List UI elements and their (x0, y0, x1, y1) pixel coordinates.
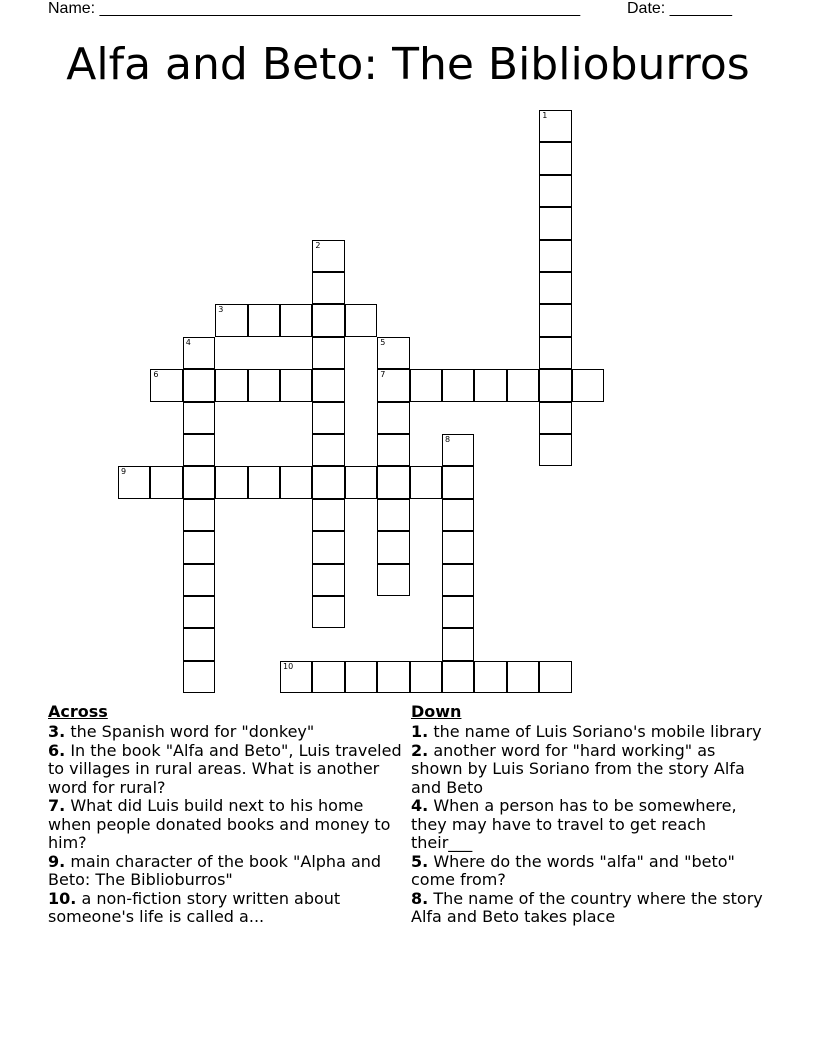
clue-text: In the book "Alfa and Beto", Luis traveled to villages in rural areas. What is another word for rural? (48, 740, 402, 797)
clue-text: the name of Luis Soriano's mobile library (433, 722, 762, 741)
clue-text: the Spanish word for "donkey" (70, 722, 315, 741)
clue-number-label: 2. (411, 740, 429, 760)
grid-cell[interactable] (539, 272, 571, 304)
name-field[interactable]: Name: ______________________________________________________ (48, 0, 581, 17)
clue-number-label: 9. (48, 851, 66, 871)
grid-cell[interactable] (312, 240, 344, 272)
grid-cell[interactable] (312, 402, 344, 434)
grid-cell[interactable] (539, 240, 571, 272)
grid-cell[interactable] (539, 661, 571, 693)
clue-text: When a person has to be somewhere, they may have to travel to get reach their___ (411, 796, 737, 852)
grid-cell[interactable] (442, 499, 474, 531)
grid-cell[interactable] (183, 369, 215, 401)
grid-cell[interactable] (183, 531, 215, 563)
grid-cell[interactable] (312, 434, 344, 466)
across-clue (48, 797, 403, 853)
grid-cell[interactable] (442, 466, 474, 498)
clue-text: main character of the book "Alpha and Beto: The Biblioburros" (48, 851, 382, 889)
grid-cell[interactable] (410, 661, 442, 693)
grid-cell[interactable] (410, 466, 442, 498)
down-clue-list (411, 723, 766, 927)
across-clue (48, 853, 403, 890)
grid-cell[interactable] (150, 466, 182, 498)
clue-number: 6 (153, 370, 159, 380)
clue-number: 5 (380, 337, 386, 347)
clue-number: 3 (218, 305, 224, 315)
grid-cell[interactable] (507, 369, 539, 401)
across-clue (48, 890, 403, 927)
across-heading: Across (48, 702, 108, 721)
grid-cell[interactable] (248, 466, 280, 498)
grid-cell[interactable] (312, 369, 344, 401)
grid-cell[interactable] (377, 531, 409, 563)
grid-cell[interactable] (539, 207, 571, 239)
grid-cell[interactable] (312, 304, 344, 336)
down-clue (411, 797, 766, 853)
grid-cell[interactable] (377, 564, 409, 596)
grid-cell[interactable] (183, 402, 215, 434)
grid-cell[interactable] (345, 661, 377, 693)
grid-cell[interactable] (183, 661, 215, 693)
date-field[interactable]: Date: _______ (627, 0, 732, 17)
grid-cell[interactable] (539, 110, 571, 142)
grid-cell[interactable] (572, 369, 604, 401)
grid-cell[interactable] (345, 466, 377, 498)
across-clue (48, 742, 403, 798)
clue-number: 10 (283, 661, 294, 671)
grid-cell[interactable] (442, 596, 474, 628)
grid-cell[interactable] (442, 661, 474, 693)
grid-cell[interactable] (312, 661, 344, 693)
clue-number-label: 8. (411, 888, 429, 908)
clue-number: 2 (315, 240, 321, 250)
grid-cell[interactable] (183, 564, 215, 596)
across-clue-list (48, 723, 403, 927)
clue-text: a non-fiction story written about someone's life is called a... (48, 888, 341, 926)
grid-cell[interactable] (442, 628, 474, 660)
clue-text: What did Luis build next to his home when people donated books and money to him? (48, 796, 391, 852)
grid-cell[interactable] (215, 466, 247, 498)
grid-cell[interactable] (183, 434, 215, 466)
grid-cell[interactable] (539, 434, 571, 466)
down-clues (411, 702, 766, 927)
clue-number-label: 5. (411, 851, 429, 871)
grid-cell[interactable] (183, 466, 215, 498)
grid-cell[interactable] (280, 304, 312, 336)
grid-cell[interactable] (377, 499, 409, 531)
clue-number: 1 (542, 111, 548, 120)
page-title: Alfa and Beto: The Biblioburros (66, 39, 750, 90)
down-heading: Down (411, 702, 462, 721)
grid-cell[interactable] (377, 402, 409, 434)
grid-cell[interactable] (507, 661, 539, 693)
grid-cell[interactable] (377, 369, 409, 401)
grid-cell[interactable] (442, 434, 474, 466)
grid-cell[interactable] (118, 466, 150, 498)
grid-cell[interactable] (312, 531, 344, 563)
clue-number-label: 6. (48, 740, 66, 760)
grid-cell[interactable] (183, 499, 215, 531)
clue-number-label: 10. (48, 888, 77, 908)
grid-cell[interactable] (377, 661, 409, 693)
clue-number-label: 1. (411, 722, 429, 741)
grid-cell[interactable] (442, 564, 474, 596)
clue-text: another word for "hard working" as shown by Luis Soriano from the story Alfa and Beto (411, 740, 745, 797)
clue-number: 7 (380, 370, 386, 380)
grid-cell[interactable] (377, 466, 409, 498)
grid-cell[interactable] (539, 337, 571, 369)
grid-cell[interactable] (539, 304, 571, 336)
grid-cell[interactable] (280, 369, 312, 401)
down-clue (411, 890, 766, 927)
clue-number: 4 (185, 337, 191, 347)
clue-text: Where do the words "alfa" and "beto" come from? (411, 851, 735, 889)
grid-cell[interactable] (312, 272, 344, 304)
grid-cell[interactable] (280, 466, 312, 498)
grid-cell[interactable] (215, 369, 247, 401)
clue-number: 8 (445, 435, 451, 444)
clue-number-label: 4. (411, 796, 429, 815)
grid-cell[interactable] (377, 434, 409, 466)
clue-number-label: 7. (48, 796, 66, 815)
grid-cell[interactable] (183, 596, 215, 628)
clue-number: 9 (121, 467, 127, 477)
across-clues (48, 702, 403, 927)
grid-cell[interactable] (345, 304, 377, 336)
grid-cell[interactable] (539, 142, 571, 174)
grid-cell[interactable] (183, 337, 215, 369)
clue-text: The name of the country where the story Alfa and Beto takes place (411, 888, 763, 926)
down-clue (411, 853, 766, 890)
grid-cell[interactable] (377, 337, 409, 369)
grid-cell[interactable] (183, 628, 215, 660)
grid-cell[interactable] (150, 369, 182, 401)
grid-cell[interactable] (280, 661, 312, 693)
grid-cell[interactable] (442, 369, 474, 401)
grid-cell[interactable] (312, 337, 344, 369)
grid-cell[interactable] (410, 369, 442, 401)
grid-cell[interactable] (474, 661, 506, 693)
grid-cell[interactable] (312, 499, 344, 531)
grid-cell[interactable] (312, 564, 344, 596)
grid-cell[interactable] (539, 369, 571, 401)
grid-cell[interactable] (539, 402, 571, 434)
grid-cell[interactable] (442, 531, 474, 563)
grid-cell[interactable] (248, 304, 280, 336)
grid-cell[interactable] (215, 304, 247, 336)
down-clue (411, 742, 766, 798)
down-clue (411, 723, 766, 742)
grid-cell[interactable] (248, 369, 280, 401)
grid-cell[interactable] (539, 175, 571, 207)
clue-number-label: 3. (48, 722, 66, 741)
grid-cell[interactable] (312, 466, 344, 498)
grid-cell[interactable] (474, 369, 506, 401)
grid-cell[interactable] (312, 596, 344, 628)
across-clue (48, 723, 403, 742)
